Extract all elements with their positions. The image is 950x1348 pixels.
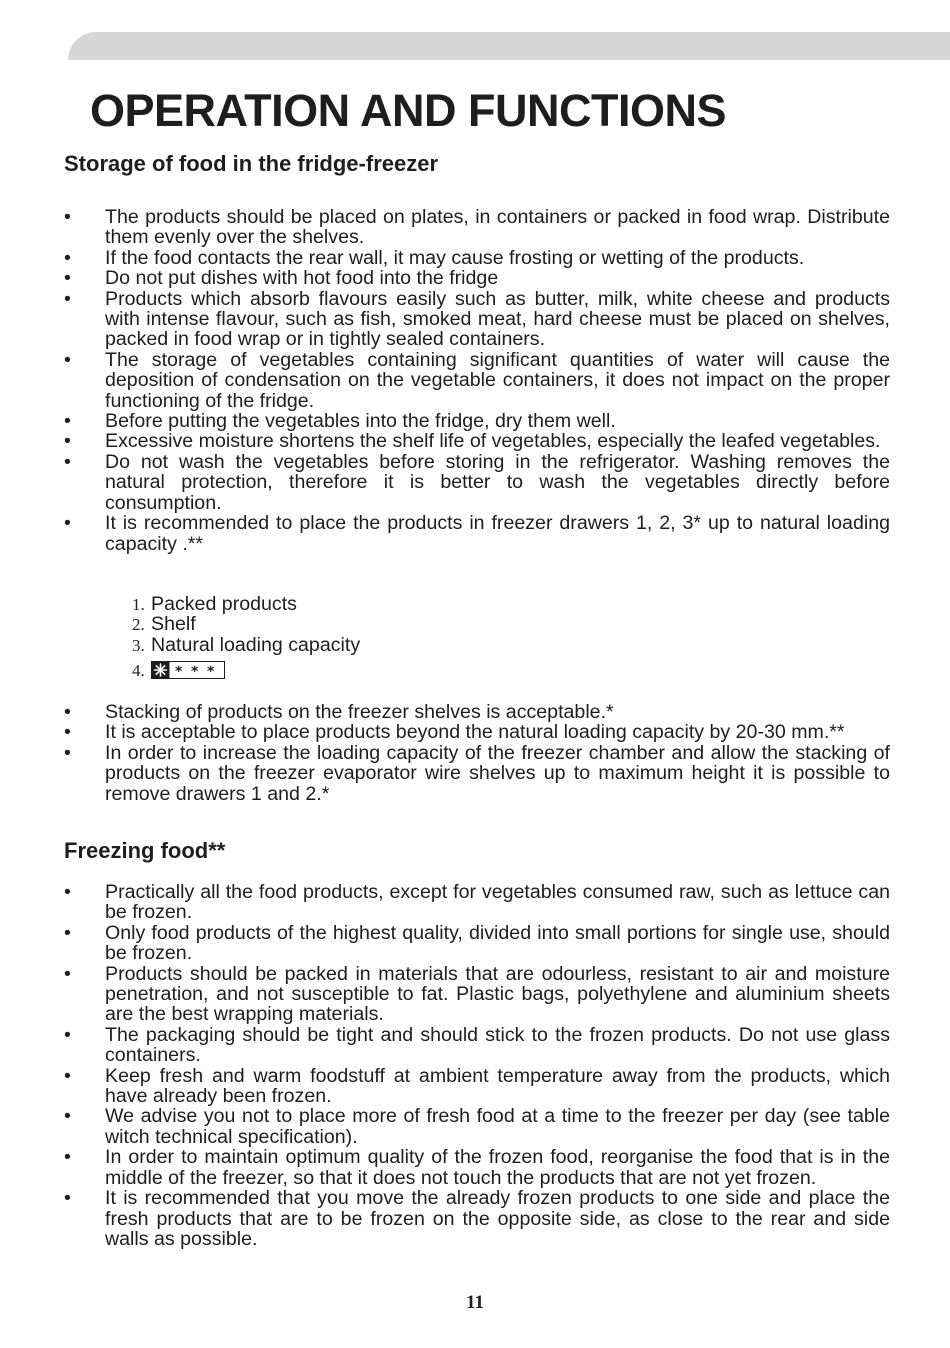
list-item: • Do not wash the vegetables before storing in the refrigerator. Washing removes the natural protection, therefore it is better to wash the vegetables directly before consumption. bbox=[64, 452, 890, 513]
list-item: • If the food contacts the rear wall, it may cause frosting or wetting of the products. bbox=[64, 248, 890, 268]
list-item: • It is recommended that you move the already frozen products to one side and place the fresh products that are to be frozen on the opposite side, as close to the rear and side walls as possible. bbox=[64, 1188, 890, 1249]
legend-item bbox=[128, 594, 360, 614]
list-item: • It is acceptable to place products beyond the natural loading capacity by 20-30 mm.** bbox=[64, 722, 890, 742]
list-item: • Do not put dishes with hot food into the fridge bbox=[64, 268, 890, 288]
list-item: • The products should be placed on plates, in containers or packed in food wrap. Distribute them evenly over the shelves. bbox=[64, 207, 890, 248]
legend-label: Packed products bbox=[151, 593, 297, 615]
list-item: • The storage of vegetables containing significant quantities of water will cause the deposition of condensation on the vegetable containers, it does not impact on the proper functioning of the fridge. bbox=[64, 350, 890, 411]
legend-label: Natural loading capacity bbox=[151, 633, 361, 656]
legend-number: 3. bbox=[132, 635, 145, 655]
section-heading-storage: Storage of food in the fridge-freezer bbox=[64, 151, 439, 176]
list-item: • The packaging should be tight and should stick to the frozen products. Do not use glass containers. bbox=[64, 1025, 890, 1066]
page-title: OPERATION AND FUNCTIONS bbox=[90, 85, 726, 136]
legend-item bbox=[128, 635, 360, 655]
four-star-freezer-symbol-icon bbox=[151, 661, 225, 679]
list-item: • Practically all the food products, except for vegetables consumed raw, such as lettuce can be frozen. bbox=[64, 882, 890, 923]
svg-text:*: * bbox=[207, 664, 215, 680]
list-item: • Excessive moisture shortens the shelf life of vegetables, especially the leafed vegetables. bbox=[64, 431, 890, 451]
list-item: • Only food products of the highest quality, divided into small portions for single use, should be frozen. bbox=[64, 923, 890, 964]
list-item: • In order to increase the loading capacity of the freezer chamber and allow the stacking of products on the freezer evaporator wire shelves up to maximum height it is possible to remove drawers 1 and 2.* bbox=[64, 743, 890, 804]
legend-number: 2. bbox=[132, 615, 145, 635]
legend-number: 1. bbox=[132, 595, 145, 614]
svg-text:*: * bbox=[175, 664, 183, 680]
storage-bullet-list-continued bbox=[64, 702, 890, 804]
legend-label: Shelf bbox=[151, 613, 196, 636]
list-item: • Products which absorb flavours easily such as butter, milk, white cheese and products with intense flavour, such as fish, smoked meat, hard cheese must be placed on shelves, packed in food wrap or in tightly sealed containers. bbox=[64, 289, 890, 350]
diagram-legend-list bbox=[128, 594, 360, 682]
list-item: • Keep fresh and warm foodstuff at ambient temperature away from the products, which have already been frozen. bbox=[64, 1066, 890, 1107]
list-item: • We advise you not to place more of fresh food at a time to the freezer per day (see table witch technical specification). bbox=[64, 1106, 890, 1147]
legend-number: 4. bbox=[132, 661, 145, 681]
legend-item bbox=[128, 614, 360, 634]
list-item: • Stacking of products on the freezer shelves is acceptable.* bbox=[64, 702, 890, 722]
freezing-bullet-list bbox=[64, 882, 890, 1249]
page-number: 11 bbox=[466, 1292, 484, 1313]
legend-item bbox=[128, 660, 360, 682]
list-item: • It is recommended to place the products in freezer drawers 1, 2, 3* up to natural loading capacity .** bbox=[64, 513, 890, 554]
list-item: • Products should be packed in materials that are odourless, resistant to air and moisture penetration, and not susceptible to fat. Plastic bags, polyethylene and aluminium sheets are the best wrapping materials. bbox=[64, 964, 890, 1025]
svg-text:*: * bbox=[191, 664, 199, 680]
storage-bullet-list bbox=[64, 207, 890, 554]
section-heading-freezing: Freezing food** bbox=[64, 838, 226, 863]
list-item: • Before putting the vegetables into the fridge, dry them well. bbox=[64, 411, 890, 431]
list-item: • In order to maintain optimum quality of the frozen food, reorganise the food that is in the middle of the freezer, so that it does not touch the products that are not yet frozen. bbox=[64, 1147, 890, 1188]
header-band bbox=[68, 32, 950, 60]
